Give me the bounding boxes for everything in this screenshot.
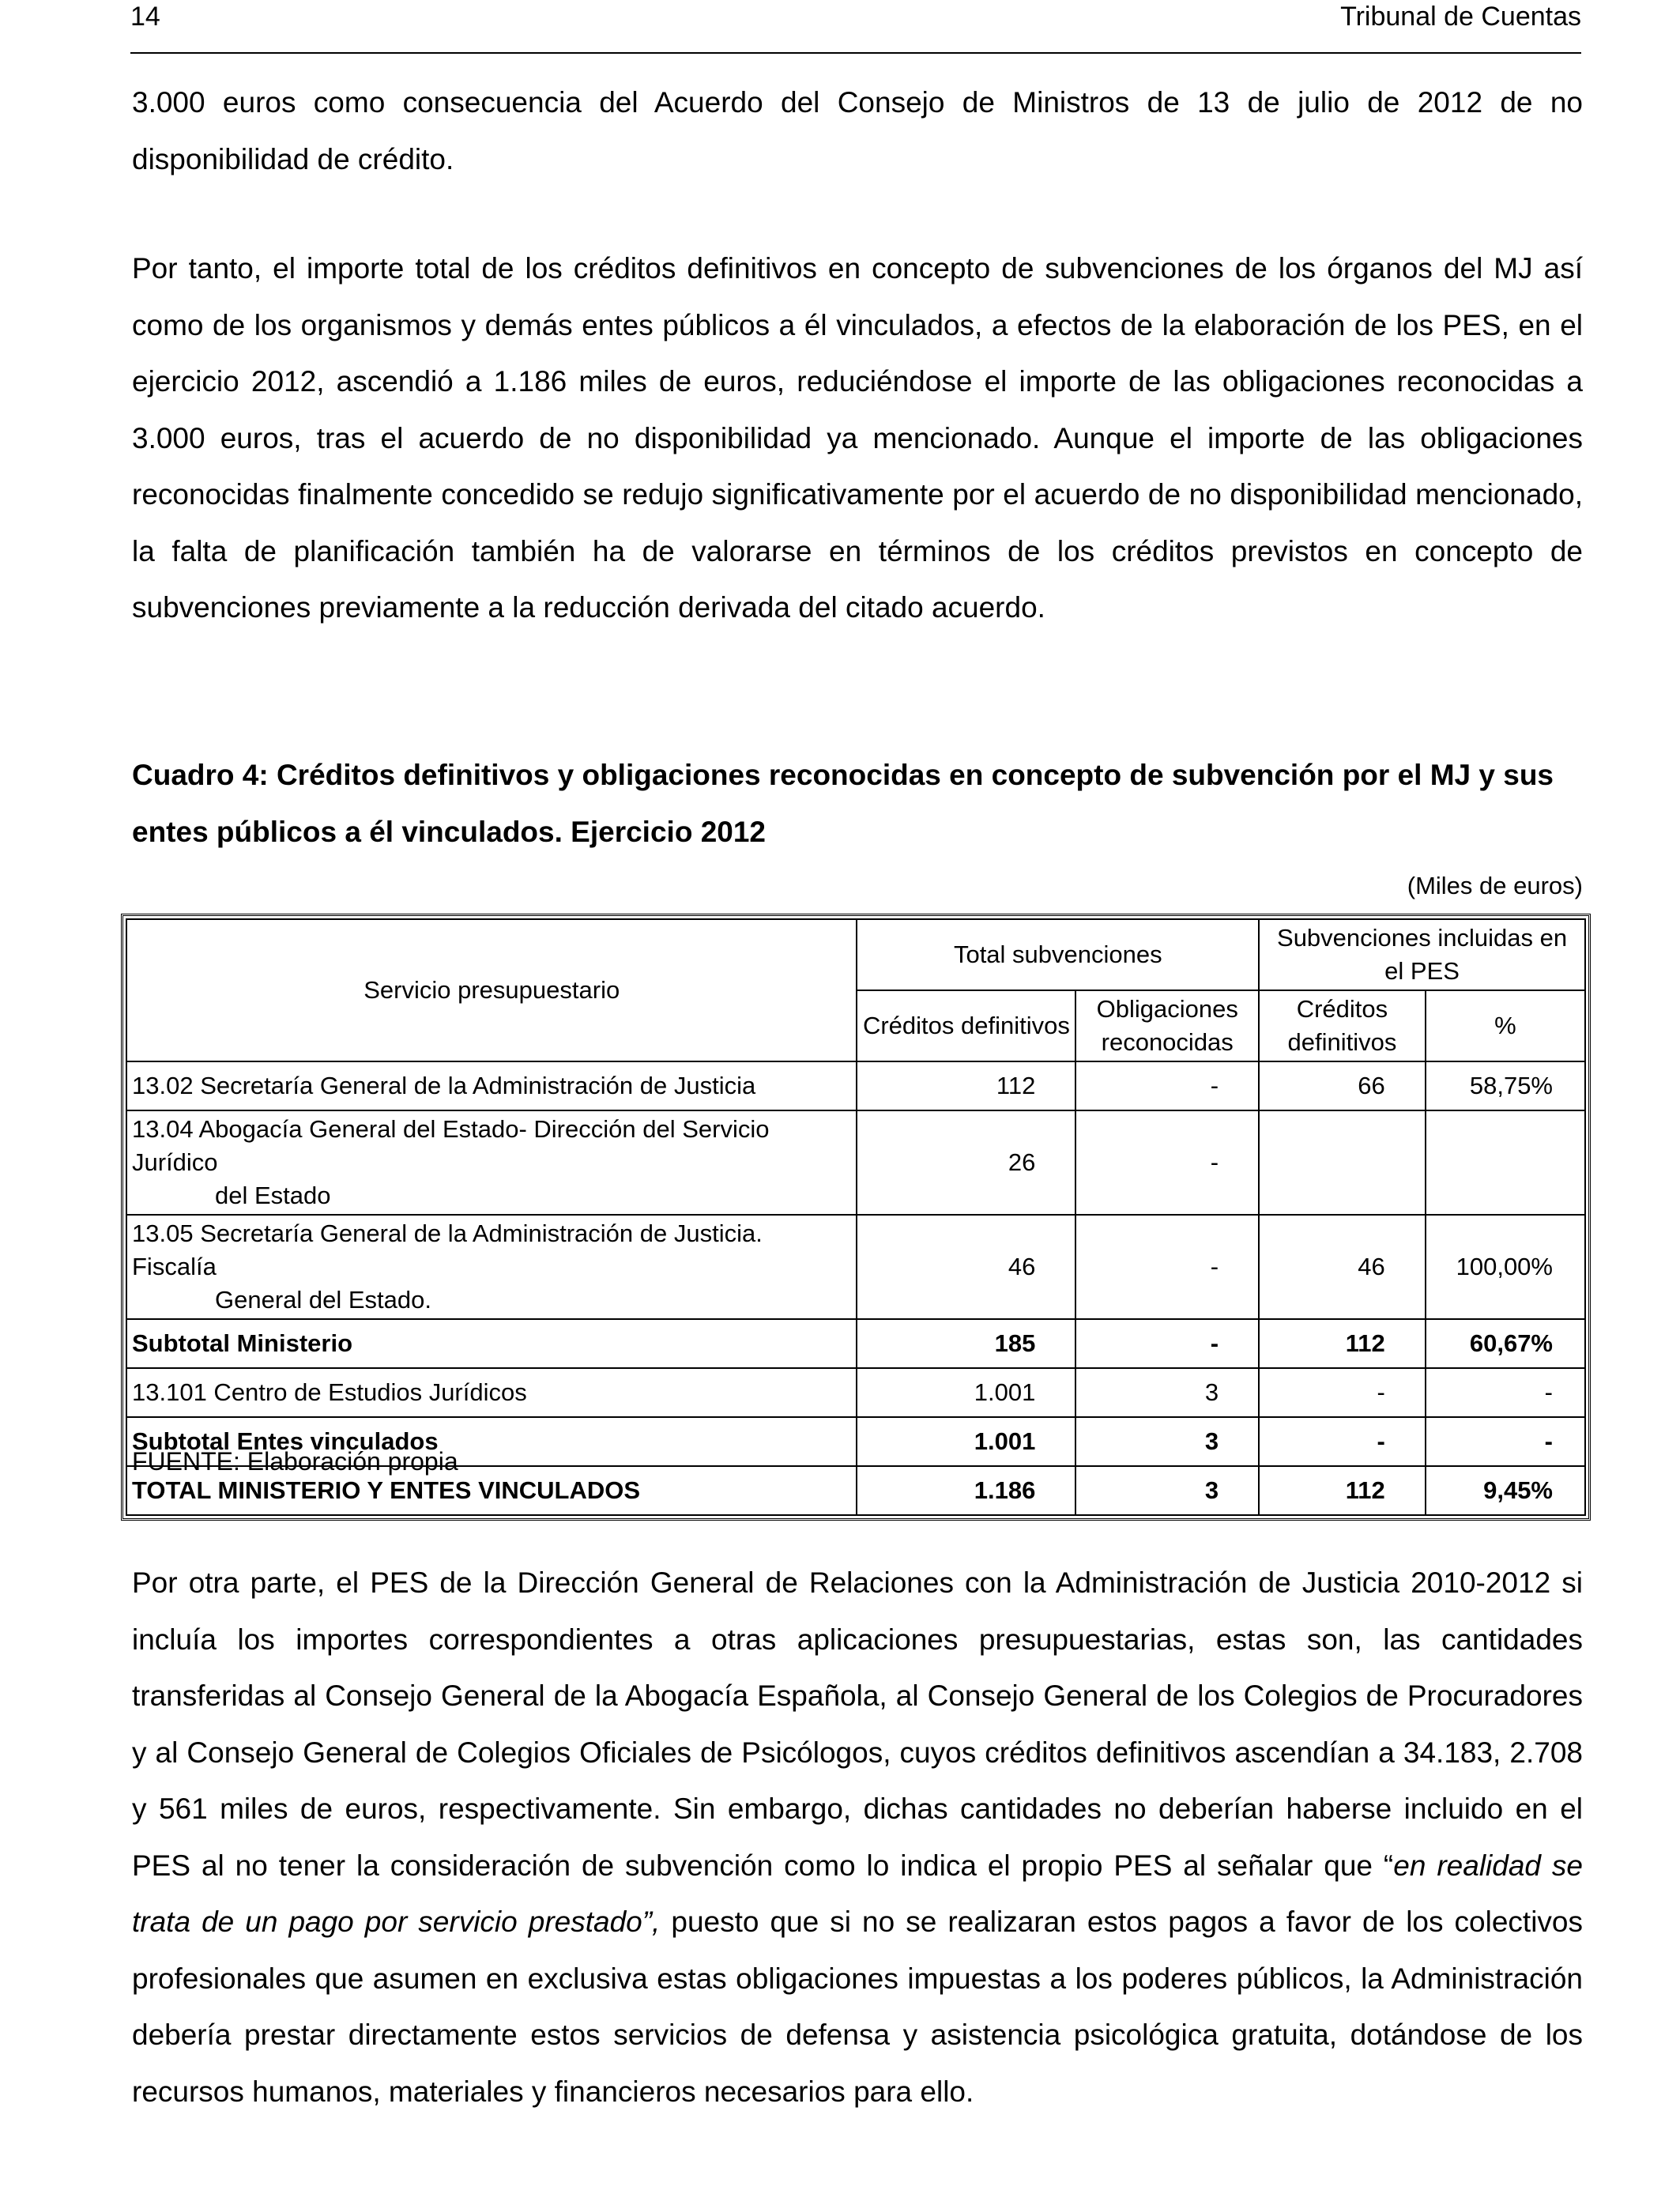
subtotal-row — [126, 1319, 1585, 1368]
table-row — [126, 1110, 1585, 1215]
obligaciones-cell: - — [1075, 1110, 1259, 1215]
creditos-pes-cell: 112 — [1259, 1319, 1426, 1368]
paragraph-2: Por tanto, el importe total de los créditos definitivos en concepto de subvenciones de los órganos del MJ así como de los organismos y demás entes públicos a él vinculados, a efectos de la elaboración de los PES, en el ejercicio 2012, ascendió a 1.186 miles de euros, reduciéndose el importe de las obligaciones reconocidas a 3.000 euros, tras el acuerdo de no disponibilidad ya mencionado. Aunque el importe de las obligaciones reconocidas finalmente concedido se redujo significativamente por el acuerdo de no disponibilidad mencionado, la falta de planificación también ha de valorarse en términos de los créditos previstos en concepto de subvenciones previamente a la reducción derivada del citado acuerdo. — [132, 252, 1583, 624]
header-creditos-pes: Créditos definitivos — [1259, 990, 1426, 1061]
obligaciones-cell: - — [1075, 1215, 1259, 1319]
table-source: FUENTE: Elaboración propia — [132, 1447, 458, 1476]
servicio-cell: TOTAL MINISTERIO Y ENTES VINCULADOS — [126, 1466, 857, 1515]
creditos-pes-cell: - — [1259, 1417, 1426, 1466]
header-porcentaje: % — [1426, 990, 1585, 1061]
creditos-pes-cell — [1259, 1110, 1426, 1215]
servicio-line: 13.02 Secretaría General de la Administración de Justicia — [132, 1072, 756, 1099]
table-frame — [121, 914, 1591, 1521]
obligaciones-cell: 3 — [1075, 1417, 1259, 1466]
pct-cell: 60,67% — [1426, 1319, 1585, 1368]
paragraph-3 — [132, 1555, 1583, 2120]
pct-cell: - — [1426, 1417, 1585, 1466]
creditos-cell: 26 — [857, 1110, 1075, 1215]
header-creditos-definitivos: Créditos definitivos — [857, 990, 1075, 1061]
page-number: 14 — [130, 2, 160, 32]
creditos-cell: 1.186 — [857, 1466, 1075, 1515]
pct-cell: - — [1426, 1368, 1585, 1417]
paragraph-3-text-end: puesto que si no se realizaran estos pagos a favor de los colectivos profesionales que asumen en exclusiva estas obligaciones impuestas a los poderes públicos, la Administración debería prestar directamente estos servicios de defensa y asistencia psicológica gratuita, dotándose de los recursos humanos, materiales y financieros necesarios para ello. — [132, 1906, 1583, 2108]
obligaciones-cell: 3 — [1075, 1466, 1259, 1515]
header-obligaciones-reconocidas: Obligaciones reconocidas — [1075, 990, 1259, 1061]
servicio-line-2: General del Estado. — [215, 1286, 432, 1314]
servicio-line-2: del Estado — [215, 1182, 331, 1209]
pct-cell: 58,75% — [1426, 1061, 1585, 1110]
header-servicio: Servicio presupuestario — [126, 919, 857, 1061]
pct-cell: 100,00% — [1426, 1215, 1585, 1319]
obligaciones-cell: - — [1075, 1319, 1259, 1368]
header-incluidas-pes: Subvenciones incluidas en el PES — [1259, 919, 1585, 990]
creditos-cell: 1.001 — [857, 1368, 1075, 1417]
creditos-pes-cell: 46 — [1259, 1215, 1426, 1319]
servicio-cell: Subtotal Entes vinculados — [126, 1417, 857, 1466]
creditos-pes-cell: 66 — [1259, 1061, 1426, 1110]
table-row — [126, 1061, 1585, 1110]
table-row — [126, 1368, 1585, 1417]
creditos-cell: 46 — [857, 1215, 1075, 1319]
pct-cell — [1426, 1110, 1585, 1215]
creditos-cell: 185 — [857, 1319, 1075, 1368]
servicio-cell — [126, 1061, 857, 1110]
table-units: (Miles de euros) — [1407, 872, 1583, 899]
creditos-pes-cell: - — [1259, 1368, 1426, 1417]
servicio-cell: 13.101 Centro de Estudios Jurídicos — [126, 1368, 857, 1417]
servicio-cell: Subtotal Ministerio — [126, 1319, 857, 1368]
header-total-subvenciones: Total subvenciones — [857, 919, 1259, 990]
obligaciones-cell: - — [1075, 1061, 1259, 1110]
table-caption: Cuadro 4: Créditos definitivos y obligaciones reconocidas en concepto de subvención por el MJ y sus entes públicos a él vinculados. Ejercicio 2012 — [132, 759, 1554, 848]
servicio-line: 13.05 Secretaría General de la Administración de Justicia. Fiscalía — [132, 1220, 763, 1280]
paragraph-3-text: Por otra parte, el PES de la Dirección General de Relaciones con la Administración de Justicia 2010-2012 si incluía los importes correspondientes a otras aplicaciones presupuestarias, estas son, las cantidades transferidas al Consejo General de la Abogacía Española, al Consejo General de los Colegios de Procuradores y al Consejo General de Colegios Oficiales de Psicólogos, cuyos créditos definitivos ascendían a 34.183, 2.708 y 561 miles de euros, respectivamente. Sin embargo, dichas cantidades no deberían haberse incluido en el PES al no tener la consideración de subvención como lo indica el propio PES al señalar que “ — [132, 1566, 1583, 1882]
creditos-cell: 112 — [857, 1061, 1075, 1110]
data-table — [126, 918, 1586, 1516]
creditos-cell: 1.001 — [857, 1417, 1075, 1466]
paragraph-3-quote: en realidad se trata de un pago por servicio prestado”, — [132, 1849, 1583, 1938]
servicio-cell — [126, 1110, 857, 1215]
page-header — [130, 0, 1581, 54]
paragraph-1: 3.000 euros como consecuencia del Acuerdo del Consejo de Ministros de 13 de julio de 2012 de no disponibilidad de crédito. — [132, 86, 1583, 175]
header-title: Tribunal de Cuentas — [1340, 2, 1581, 32]
table-row — [126, 1215, 1585, 1319]
servicio-line: 13.04 Abogacía General del Estado- Dirección del Servicio Jurídico — [132, 1115, 770, 1176]
pct-cell: 9,45% — [1426, 1466, 1585, 1515]
obligaciones-cell: 3 — [1075, 1368, 1259, 1417]
servicio-cell — [126, 1215, 857, 1319]
creditos-pes-cell: 112 — [1259, 1466, 1426, 1515]
